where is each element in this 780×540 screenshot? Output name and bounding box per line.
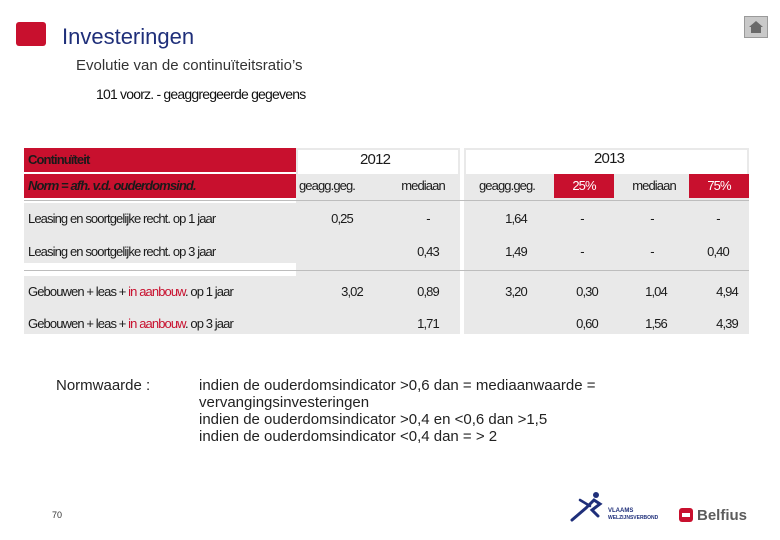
col-header-mediaan-2012: mediaan — [401, 178, 445, 193]
col-header-25: 25% — [572, 178, 596, 193]
table-cell: 1,71 — [417, 316, 439, 331]
belfius-logo — [679, 504, 747, 526]
table-caption: 101 voorz. - geaggregeerde gegevens — [96, 86, 306, 102]
table-cell: 3,20 — [505, 284, 527, 299]
year-2012-label: 2012 — [360, 151, 391, 168]
table-cell: 1,49 — [505, 244, 527, 259]
norm-line: indien de ouderdomsindicator <0,4 dan = > 2 — [199, 428, 498, 445]
norm-line: indien de ouderdomsindicator >0,4 en <0,6 dan >1,5 — [199, 411, 548, 428]
norm-description — [199, 377, 719, 445]
continuity-table — [24, 148, 749, 334]
vlaams-welzijnsverbond-logo — [568, 490, 668, 526]
row-label: Leasing en soortgelijke recht. op 1 jaar — [28, 211, 216, 226]
year-2013-label: 2013 — [594, 150, 625, 167]
col-header-geagg-2012: geagg.geg. — [298, 178, 356, 193]
table-cell: 1,56 — [645, 316, 667, 331]
belfius-mark-icon — [679, 508, 693, 522]
table-cell: 3,02 — [341, 284, 363, 299]
home-button[interactable] — [744, 16, 768, 38]
brand-square — [16, 22, 46, 46]
row-label: Leasing en soortgelijke recht. op 3 jaar — [28, 244, 216, 259]
table-cell: 0,89 — [417, 284, 439, 299]
svg-text:WELZIJNSVERBOND: WELZIJNSVERBOND — [608, 515, 659, 521]
row-label: Gebouwen + leas + in aanbouw. op 3 jaar — [28, 316, 233, 331]
table-cell: - — [650, 244, 654, 259]
year-2012-block — [296, 148, 460, 334]
belfius-wordmark: Belfius — [697, 506, 748, 524]
table-cell: 1,64 — [505, 211, 527, 226]
table-cell: 1,04 — [645, 284, 667, 299]
table-cell: - — [426, 211, 430, 226]
table-cell: 0,40 — [707, 244, 729, 259]
col-header-mediaan-2013: mediaan — [632, 178, 676, 193]
row-label: Gebouwen + leas + in aanbouw. op 1 jaar — [28, 284, 233, 299]
col-header-75: 75% — [707, 178, 731, 193]
table-header-title: Continuïteit — [28, 152, 90, 167]
table-cell: 4,39 — [716, 316, 738, 331]
table-header-norm: Norm = afh. v.d. ouderdomsind. — [28, 178, 196, 193]
table-cell: - — [580, 211, 584, 226]
page-subtitle: Evolutie van de continuïteitsratio’s — [76, 57, 303, 74]
norm-label: Normwaarde : — [56, 377, 151, 394]
table-cell: 0,30 — [576, 284, 598, 299]
page-number: 70 — [52, 510, 63, 520]
table-cell: - — [580, 244, 584, 259]
table-cell: 0,43 — [417, 244, 439, 259]
table-cell: 0,60 — [576, 316, 598, 331]
col-header-geagg-2013: geagg.geg. — [478, 178, 536, 193]
page-title: Investeringen — [62, 24, 195, 49]
table-cell: 0,25 — [331, 211, 353, 226]
table-cell: - — [716, 211, 720, 226]
home-icon — [748, 20, 764, 34]
table-cell: 4,94 — [716, 284, 738, 299]
divider — [24, 200, 749, 201]
divider — [24, 270, 749, 271]
svg-text:VLAAMS: VLAAMS — [608, 508, 634, 514]
table-cell: - — [650, 211, 654, 226]
norm-line: indien de ouderdomsindicator >0,6 dan = mediaanwaarde = vervangingsinvesteringen — [199, 377, 596, 411]
